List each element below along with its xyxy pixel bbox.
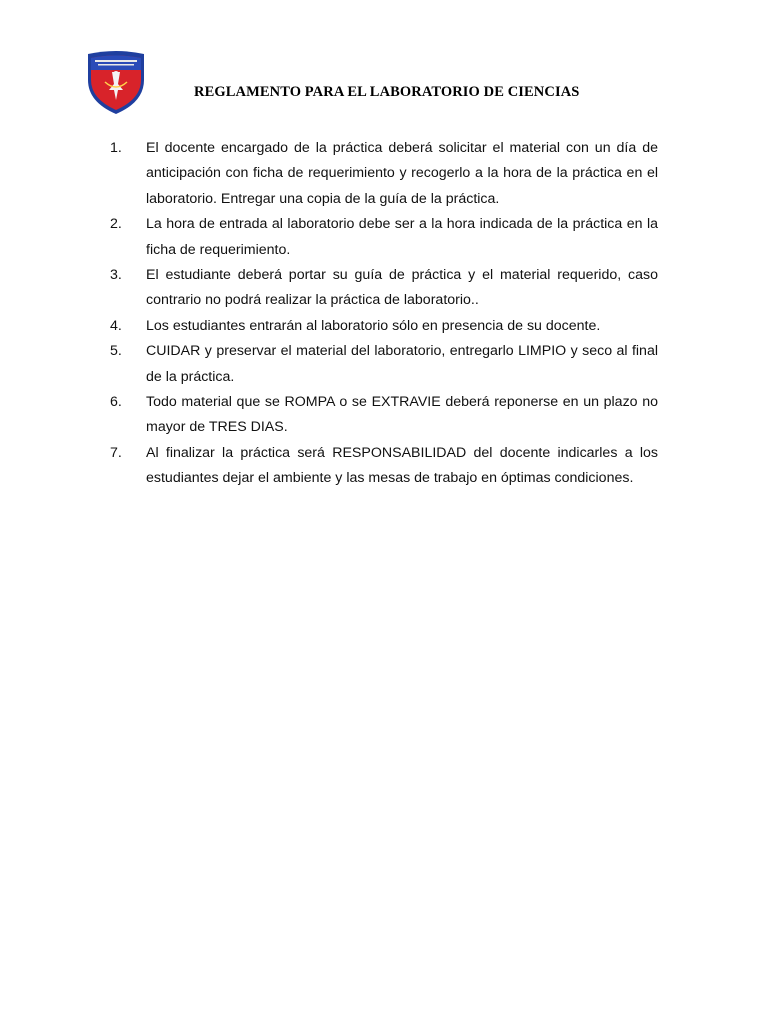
list-item-text: El estudiante deberá portar su guía de práctica y el material requerido, caso contrario no podrá realizar la práctica de laboratorio.. — [146, 267, 658, 309]
school-shield-crest-icon — [85, 50, 147, 116]
list-item-number: 7. — [110, 444, 122, 461]
list-item-number: 4. — [110, 317, 122, 334]
list-item — [110, 441, 658, 492]
list-item — [110, 314, 658, 339]
list-item-text: Todo material que se ROMPA o se EXTRAVIE deberá reponerse en un plazo no mayor de TRES DIAS. — [146, 394, 658, 436]
list-item — [110, 263, 658, 314]
list-item — [110, 212, 658, 263]
list-item — [110, 136, 658, 212]
page-title: REGLAMENTO PARA EL LABORATORIO DE CIENCIAS — [194, 84, 580, 100]
list-item — [110, 390, 658, 441]
list-item-text: Al finalizar la práctica será RESPONSABILIDAD del docente indicarles a los estudiantes dejar el ambiente y las mesas de trabajo en óptimas condiciones. — [146, 444, 658, 487]
rules-list — [110, 136, 658, 492]
list-item-text: CUIDAR y preservar el material del laboratorio, entregarlo LIMPIO y seco al final de la práctica. — [146, 343, 658, 385]
list-item-number: 2. — [110, 216, 122, 233]
list-item-number: 1. — [110, 140, 122, 156]
list-item-number: 6. — [110, 394, 122, 411]
list-item-text: Los estudiantes entrarán al laboratorio sólo en presencia de su docente. — [146, 317, 601, 334]
list-item-text: La hora de entrada al laboratorio debe ser a la hora indicada de la práctica en la ficha de requerimiento. — [146, 216, 658, 258]
list-item-number: 5. — [110, 343, 122, 360]
list-item-text: El docente encargado de la práctica deberá solicitar el material con un día de anticipación con ficha de requerimiento y recogerlo a la hora de la práctica en el laboratorio. Entregar una copia de la guía de la práctica. — [146, 140, 658, 207]
list-item — [110, 339, 658, 390]
list-item-number: 3. — [110, 267, 122, 284]
